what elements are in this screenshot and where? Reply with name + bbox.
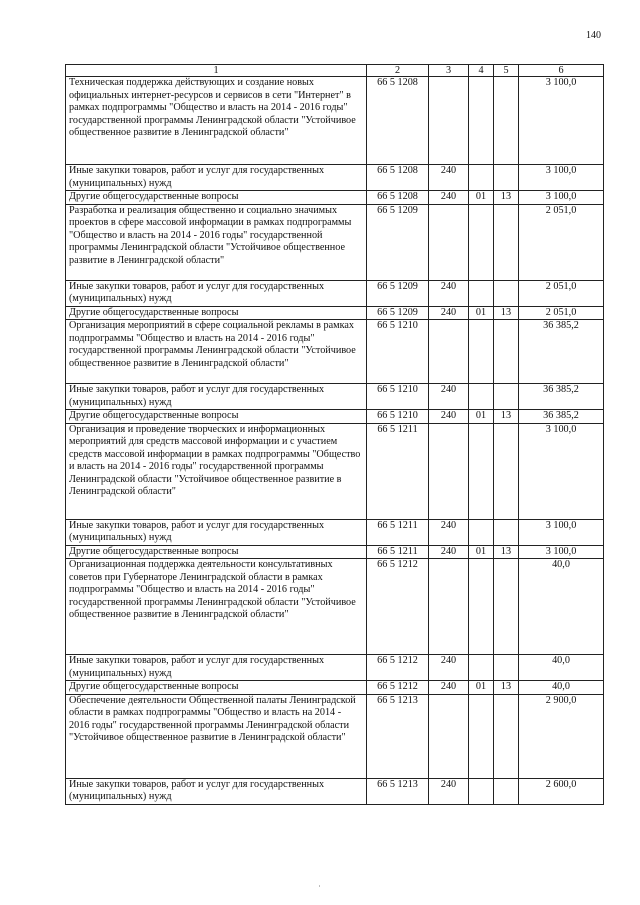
subsection: 13 [494, 681, 519, 695]
target-code: 66 5 1210 [367, 384, 429, 410]
section [469, 519, 494, 545]
amount: 2 600,0 [519, 778, 604, 804]
row-name: Другие общегосударственные вопросы [66, 306, 367, 320]
expense-type [429, 320, 469, 384]
expense-type: 240 [429, 519, 469, 545]
table-body [66, 77, 604, 805]
section [469, 778, 494, 804]
amount: 3 100,0 [519, 77, 604, 165]
subsection [494, 559, 519, 655]
table-row [66, 320, 604, 384]
amount: 3 100,0 [519, 165, 604, 191]
header-col-4: 4 [469, 65, 494, 77]
subsection [494, 204, 519, 280]
amount: 40,0 [519, 681, 604, 695]
expense-type: 240 [429, 306, 469, 320]
table-row [66, 384, 604, 410]
amount: 2 051,0 [519, 204, 604, 280]
header-col-3: 3 [429, 65, 469, 77]
row-name: Другие общегосударственные вопросы [66, 410, 367, 424]
subsection: 13 [494, 191, 519, 205]
row-name: Техническая поддержка действующих и создание новых официальных интернет-ресурсов и сервисов в сети "Интернет" в рамках подпрограммы "Общество и власть на 2014 - 2016 годы" государственной программы Ленинградской области "Устойчивое общественное развитие в Ленинградской области" [66, 77, 367, 165]
expense-type: 240 [429, 655, 469, 681]
target-code: 66 5 1210 [367, 410, 429, 424]
header-col-6: 6 [519, 65, 604, 77]
amount: 40,0 [519, 559, 604, 655]
table-row [66, 778, 604, 804]
expense-type: 240 [429, 778, 469, 804]
row-name: Иные закупки товаров, работ и услуг для государственных (муниципальных) нужд [66, 519, 367, 545]
header-col-1: 1 [66, 65, 367, 77]
row-name: Другие общегосударственные вопросы [66, 191, 367, 205]
section: 01 [469, 191, 494, 205]
table-row [66, 204, 604, 280]
table-row [66, 519, 604, 545]
amount: 3 100,0 [519, 191, 604, 205]
row-name: Иные закупки товаров, работ и услуг для государственных (муниципальных) нужд [66, 384, 367, 410]
target-code: 66 5 1209 [367, 306, 429, 320]
table-row [66, 306, 604, 320]
row-name: Другие общегосударственные вопросы [66, 681, 367, 695]
expense-type [429, 77, 469, 165]
section [469, 280, 494, 306]
section [469, 655, 494, 681]
page-number: 140 [586, 30, 601, 41]
row-name: Организационная поддержка деятельности консультативных советов при Губернаторе Ленинградской области в рамках подпрограммы "Общество и власть на 2014 - 2016 годы" государственной программы Ленинградской области "Устойчивое общественное развитие в Ленинградской области" [66, 559, 367, 655]
section [469, 77, 494, 165]
subsection [494, 694, 519, 778]
expense-type: 240 [429, 191, 469, 205]
amount: 2 051,0 [519, 280, 604, 306]
subsection [494, 519, 519, 545]
target-code: 66 5 1209 [367, 280, 429, 306]
section: 01 [469, 410, 494, 424]
subsection [494, 384, 519, 410]
header-col-2: 2 [367, 65, 429, 77]
section [469, 559, 494, 655]
amount: 3 100,0 [519, 545, 604, 559]
section [469, 165, 494, 191]
section [469, 423, 494, 519]
subsection [494, 280, 519, 306]
target-code: 66 5 1212 [367, 681, 429, 695]
row-name: Другие общегосударственные вопросы [66, 545, 367, 559]
header-col-5: 5 [494, 65, 519, 77]
table-row [66, 410, 604, 424]
table-row [66, 423, 604, 519]
amount: 36 385,2 [519, 320, 604, 384]
target-code: 66 5 1208 [367, 191, 429, 205]
amount: 40,0 [519, 655, 604, 681]
table-row [66, 191, 604, 205]
subsection [494, 778, 519, 804]
row-name: Иные закупки товаров, работ и услуг для государственных (муниципальных) нужд [66, 655, 367, 681]
target-code: 66 5 1212 [367, 655, 429, 681]
target-code: 66 5 1208 [367, 77, 429, 165]
section [469, 384, 494, 410]
row-name: Организация мероприятий в сфере социальной рекламы в рамках подпрограммы "Общество и власть на 2014 - 2016 годы" государственной программы Ленинградской области "Устойчивое общественное развитие в Ленинградской области" [66, 320, 367, 384]
scan-speck: ˙ [318, 884, 321, 894]
row-name: Разработка и реализация общественно и социально значимых проектов в сфере массовой информации в рамках подпрограммы "Общество и власть на 2014 - 2016 годы" государственной программы Ленинградской области "Устойчивое общественное развитие в Ленинградской области" [66, 204, 367, 280]
row-name: Иные закупки товаров, работ и услуг для государственных (муниципальных) нужд [66, 280, 367, 306]
expense-type: 240 [429, 681, 469, 695]
table-row [66, 545, 604, 559]
row-name: Обеспечение деятельности Общественной палаты Ленинградской области в рамках подпрограммы "Общество и власть на 2014 - 2016 годы" государственной программы Ленинградской области "Устойчивое общественное развитие в Ленинградской области" [66, 694, 367, 778]
subsection: 13 [494, 410, 519, 424]
expense-type: 240 [429, 545, 469, 559]
subsection [494, 320, 519, 384]
section [469, 694, 494, 778]
table-row [66, 280, 604, 306]
table-row [66, 559, 604, 655]
target-code: 66 5 1209 [367, 204, 429, 280]
subsection: 13 [494, 545, 519, 559]
expense-type: 240 [429, 165, 469, 191]
target-code: 66 5 1212 [367, 559, 429, 655]
amount: 2 051,0 [519, 306, 604, 320]
budget-table [65, 64, 604, 805]
target-code: 66 5 1208 [367, 165, 429, 191]
subsection: 13 [494, 306, 519, 320]
expense-type [429, 559, 469, 655]
expense-type: 240 [429, 280, 469, 306]
expense-type [429, 423, 469, 519]
amount: 2 900,0 [519, 694, 604, 778]
row-name: Иные закупки товаров, работ и услуг для государственных (муниципальных) нужд [66, 165, 367, 191]
amount: 3 100,0 [519, 519, 604, 545]
expense-type: 240 [429, 410, 469, 424]
amount: 36 385,2 [519, 384, 604, 410]
subsection [494, 423, 519, 519]
target-code: 66 5 1213 [367, 694, 429, 778]
subsection [494, 655, 519, 681]
section [469, 204, 494, 280]
expense-type [429, 204, 469, 280]
target-code: 66 5 1210 [367, 320, 429, 384]
target-code: 66 5 1211 [367, 423, 429, 519]
section: 01 [469, 681, 494, 695]
header-row [66, 65, 604, 77]
subsection [494, 165, 519, 191]
target-code: 66 5 1211 [367, 519, 429, 545]
section [469, 320, 494, 384]
table-row [66, 681, 604, 695]
table-row [66, 694, 604, 778]
amount: 36 385,2 [519, 410, 604, 424]
table-row [66, 165, 604, 191]
subsection [494, 77, 519, 165]
target-code: 66 5 1211 [367, 545, 429, 559]
amount: 3 100,0 [519, 423, 604, 519]
table-row [66, 655, 604, 681]
row-name: Иные закупки товаров, работ и услуг для государственных (муниципальных) нужд [66, 778, 367, 804]
section: 01 [469, 306, 494, 320]
target-code: 66 5 1213 [367, 778, 429, 804]
expense-type: 240 [429, 384, 469, 410]
expense-type [429, 694, 469, 778]
table-row [66, 77, 604, 165]
row-name: Организация и проведение творческих и информационных мероприятий для средств массовой информации и с участием средств массовой информации в рамках подпрограммы "Общество и власть на 2014 - 2016 годы" государственной программы Ленинградской области "Устойчивое общественное развитие в Ленинградской области" [66, 423, 367, 519]
section: 01 [469, 545, 494, 559]
